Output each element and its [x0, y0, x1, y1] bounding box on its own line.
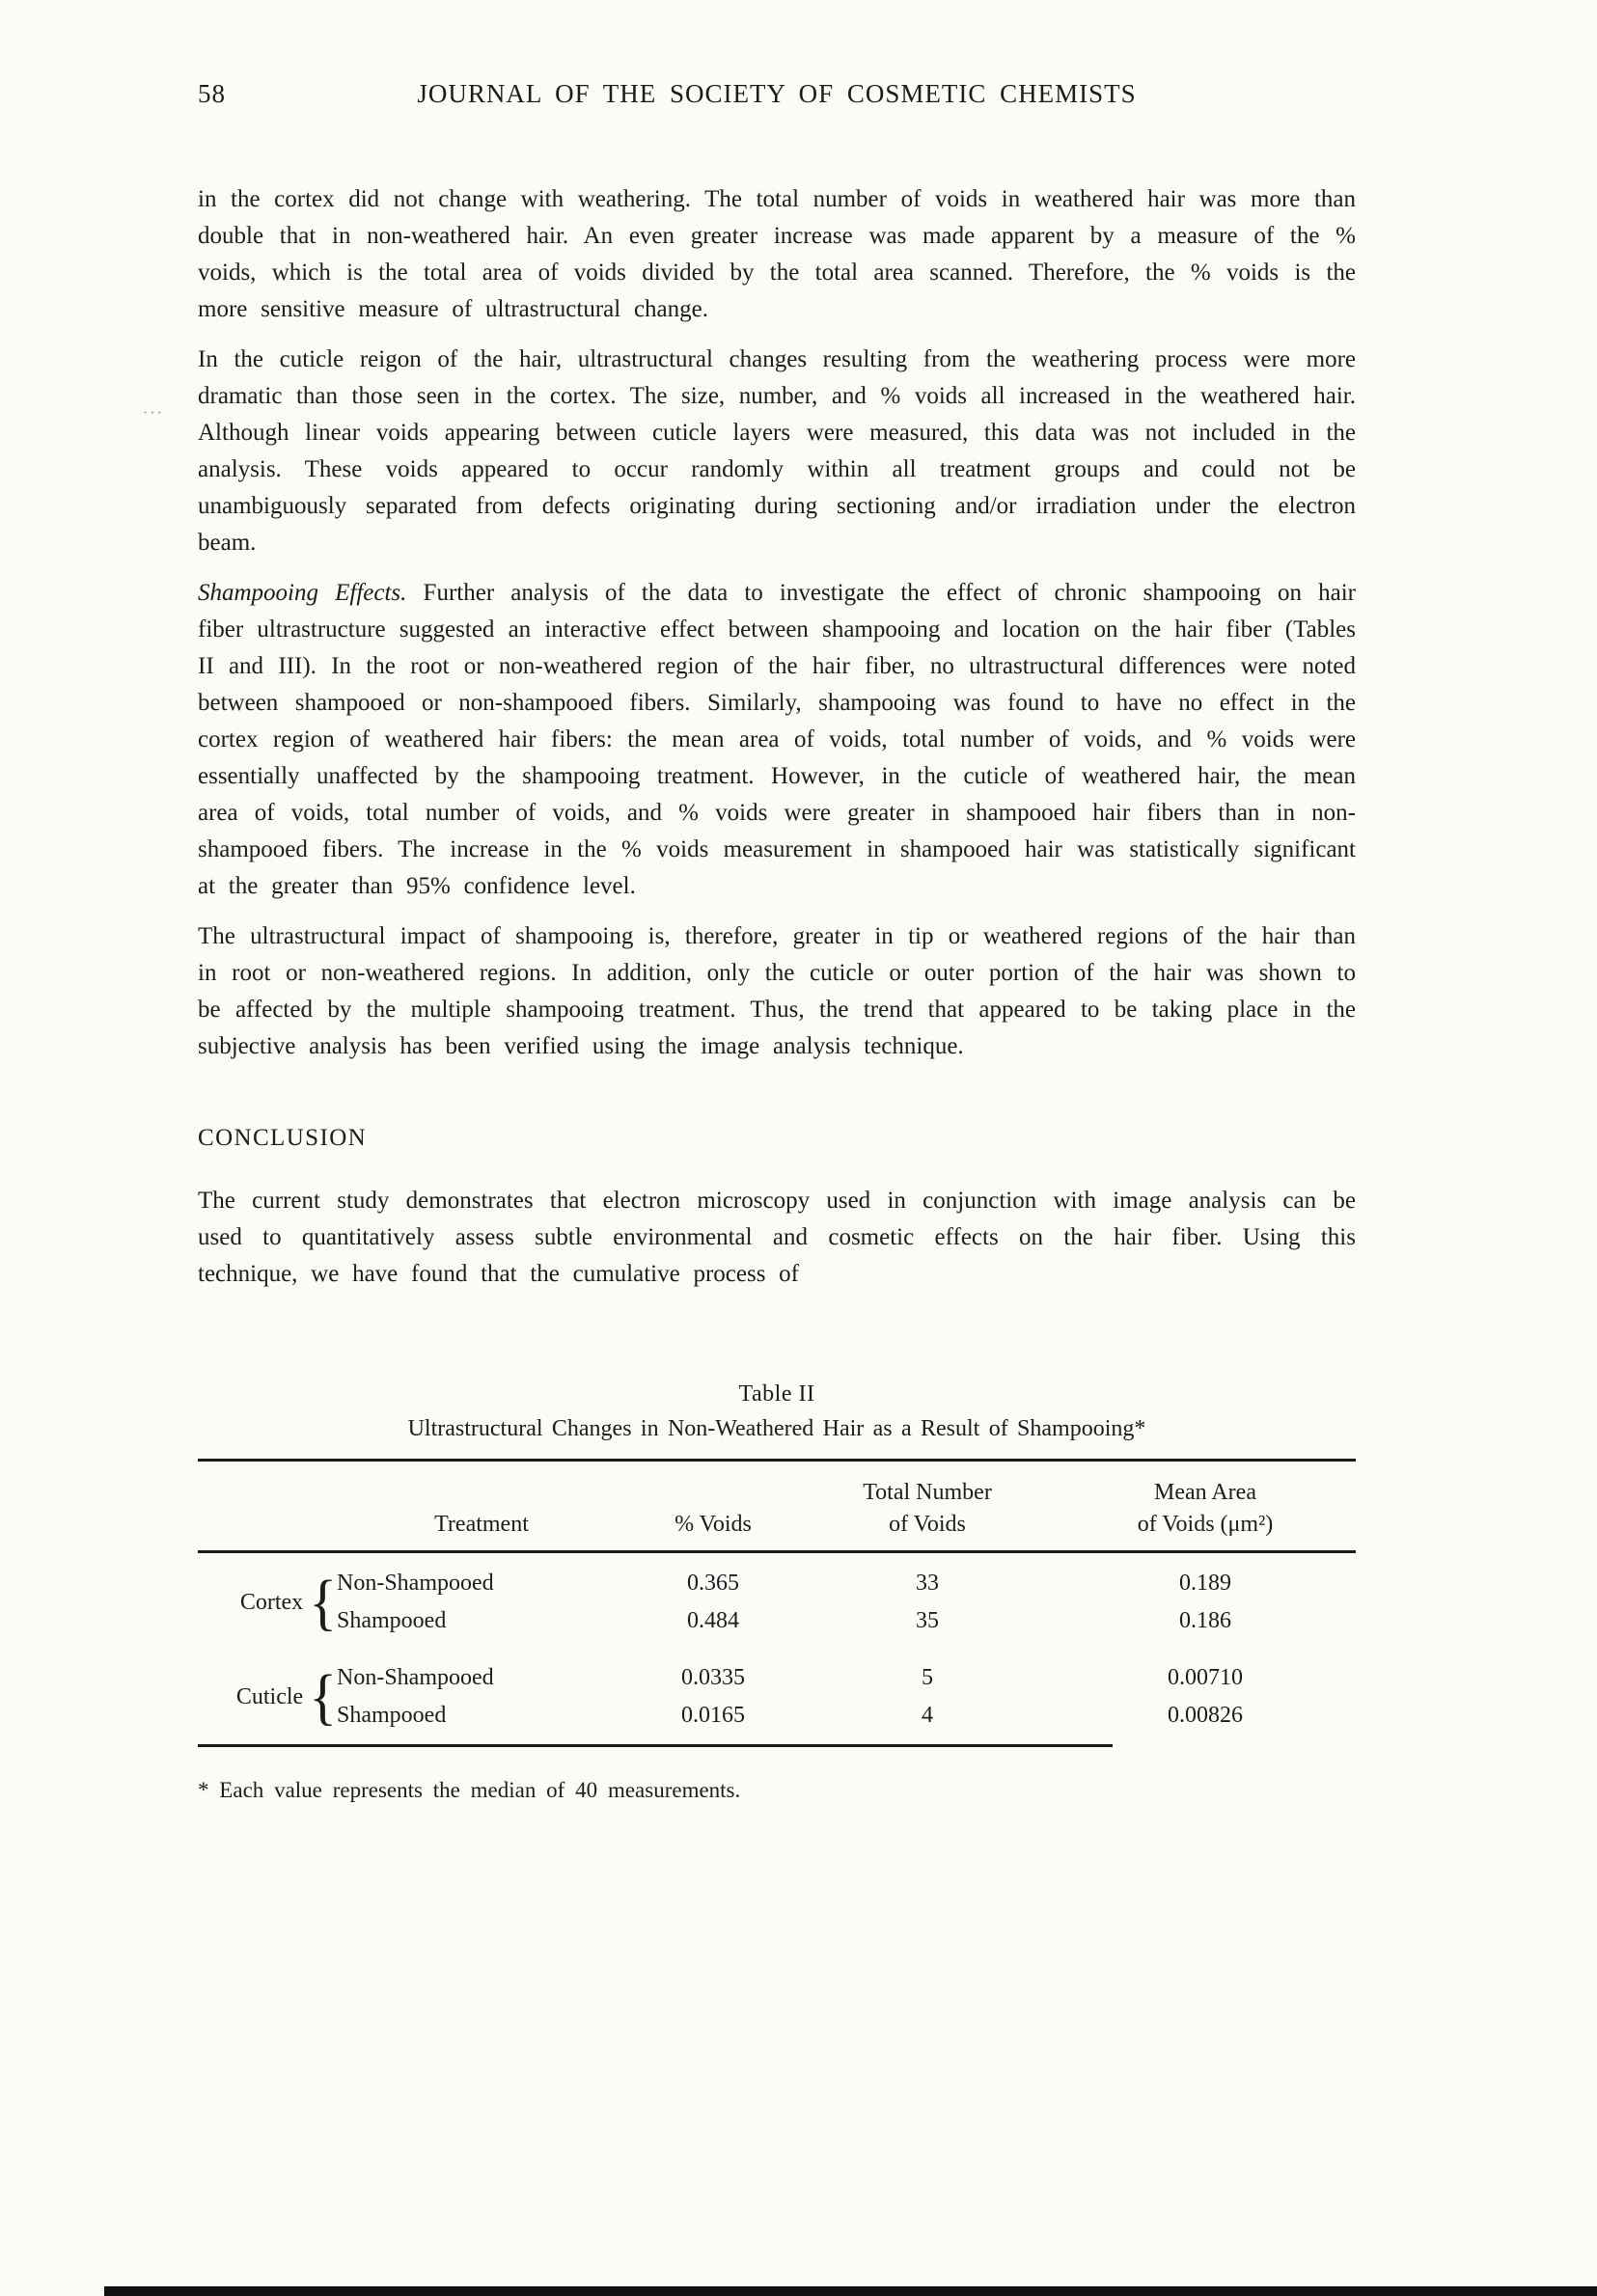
brace-glyph: {: [309, 1568, 337, 1637]
cell-treatment: Non-Shampooed: [337, 1571, 494, 1597]
paragraph-cuticle-changes: In the cuticle reigon of the hair, ultrastructural changes resulting from the weathering process were more dramatic than those seen in the cortex. The size, number, and % voids all increased in the weathered hair. Although linear voids appearing between cuticle layers were measured, this data was not included in the analysis. These voids appeared to occur randomly within all treatment groups and could not be unambiguously separated from defects originating during sectioning and/or irradiation under the electron beam.: [198, 346, 1356, 556]
cell-total-voids: 35: [916, 1608, 939, 1634]
table-row: [198, 1697, 1356, 1735]
table-bottom-rule: [198, 1744, 1113, 1747]
cell-pct-voids: 0.365: [687, 1571, 739, 1597]
col-header-total-voids: Total Number of Voids: [800, 1462, 1055, 1552]
brace-glyph: {: [309, 1662, 337, 1732]
table-row: [198, 1552, 1356, 1603]
shampooing-effects-text: Further analysis of the data to investigate the effect of chronic shampooing on hair fiber ultrastructure suggested an interactive effect between shampooing and location on the hair fiber (Tables II and III). In the root or non-weathered region of the hair fiber, no ultrastructural differences were noted between shampooed or non-shampooed fibers. Similarly, shampooing was found to have no effect in the cortex region of weathered hair fibers: the mean area of voids, total number of voids, and % voids were essentially unaffected by the shampooing treatment. However, in the cuticle of weathered hair, the mean area of voids, total number of voids, and % voids were greater in shampooed hair fibers than in non-shampooed fibers. The increase in the % voids measurement in shampooed hair was statistically significant at the greater than 95% confidence level.: [198, 580, 1356, 899]
table-2-title: Table II: [738, 1381, 815, 1407]
table-2-block: [198, 1381, 1356, 1803]
paragraph-conclusion: The current study demonstrates that electron microscopy used in conjunction with image analysis can be used to quantitatively assess subtle environmental and cosmetic effects on the hair fiber. Using this technique, we have found that the cumulative process of: [198, 1188, 1356, 1287]
group-label-cuticle: Cuticle {: [235, 1662, 337, 1732]
cell-mean-area: 0.189: [1179, 1571, 1231, 1597]
cell-pct-voids: 0.0335: [681, 1665, 745, 1691]
cell-total-voids: 4: [922, 1703, 933, 1729]
table-2-subtitle: Ultrastructural Changes in Non-Weathered Hair as a Result of Shampooing*: [407, 1416, 1146, 1441]
table-2-header: [198, 1462, 1356, 1552]
cell-mean-area: 0.00826: [1168, 1703, 1243, 1729]
table-header-row: [198, 1462, 1356, 1552]
paragraph-cortex-voids: in the cortex did not change with weathering. The total number of voids in weathered hair was more than double that in non-weathered hair. An even greater increase was made apparent by a measure of the % voids, which is the total area of voids divided by the total area scanned. Therefore, the % voids is the more sensitive measure of ultrastructural change.: [198, 186, 1356, 322]
paragraph-shampooing-effects: [198, 575, 1356, 905]
table-row: [198, 1602, 1356, 1640]
cell-pct-voids: 0.0165: [681, 1703, 745, 1729]
cell-treatment: Shampooed: [337, 1703, 447, 1729]
col-header-empty: [198, 1462, 337, 1552]
journal-title: JOURNAL OF THE SOCIETY OF COSMETIC CHEMISTS: [417, 79, 1137, 108]
article-body: [198, 181, 1356, 1803]
shampooing-effects-lead: Shampooing Effects.: [198, 580, 407, 606]
paragraph-ultrastructural-impact: The ultrastructural impact of shampooing is, therefore, greater in tip or weathered regions of the hair than in root or non-weathered regions. In addition, only the cuticle or outer portion of the hair was shown to be affected by the multiple shampooing treatment. Thus, the trend that appeared to be taking place in the subjective analysis has been verified using the image analysis technique.: [198, 923, 1356, 1059]
cell-pct-voids: 0.484: [687, 1608, 739, 1634]
table-2: [198, 1462, 1356, 1735]
scan-edge-artifact: [104, 2286, 1597, 2296]
cell-mean-area: 0.00710: [1168, 1665, 1243, 1691]
cell-treatment: Shampooed: [337, 1608, 447, 1634]
cell-treatment: Non-Shampooed: [337, 1665, 494, 1691]
cell-total-voids: 5: [922, 1665, 933, 1691]
group-label-cortex: Cortex {: [239, 1568, 337, 1637]
col-header-pct-voids: % Voids: [626, 1462, 800, 1552]
cell-total-voids: 33: [916, 1571, 939, 1597]
table-row: [198, 1659, 1356, 1697]
table-spacer-row: [198, 1640, 1356, 1659]
cell-mean-area: 0.186: [1179, 1608, 1231, 1634]
scan-margin-artifact: ···: [143, 405, 164, 422]
table-footnote: * Each value represents the median of 40 measurements.: [198, 1778, 741, 1803]
table-2-body: [198, 1552, 1356, 1736]
col-header-mean-area: Mean Area of Voids (μm²): [1055, 1462, 1356, 1552]
conclusion-heading: CONCLUSION: [198, 1125, 368, 1151]
col-header-treatment: Treatment: [337, 1462, 626, 1552]
page-number: 58: [198, 79, 226, 108]
running-head: [198, 79, 1356, 120]
